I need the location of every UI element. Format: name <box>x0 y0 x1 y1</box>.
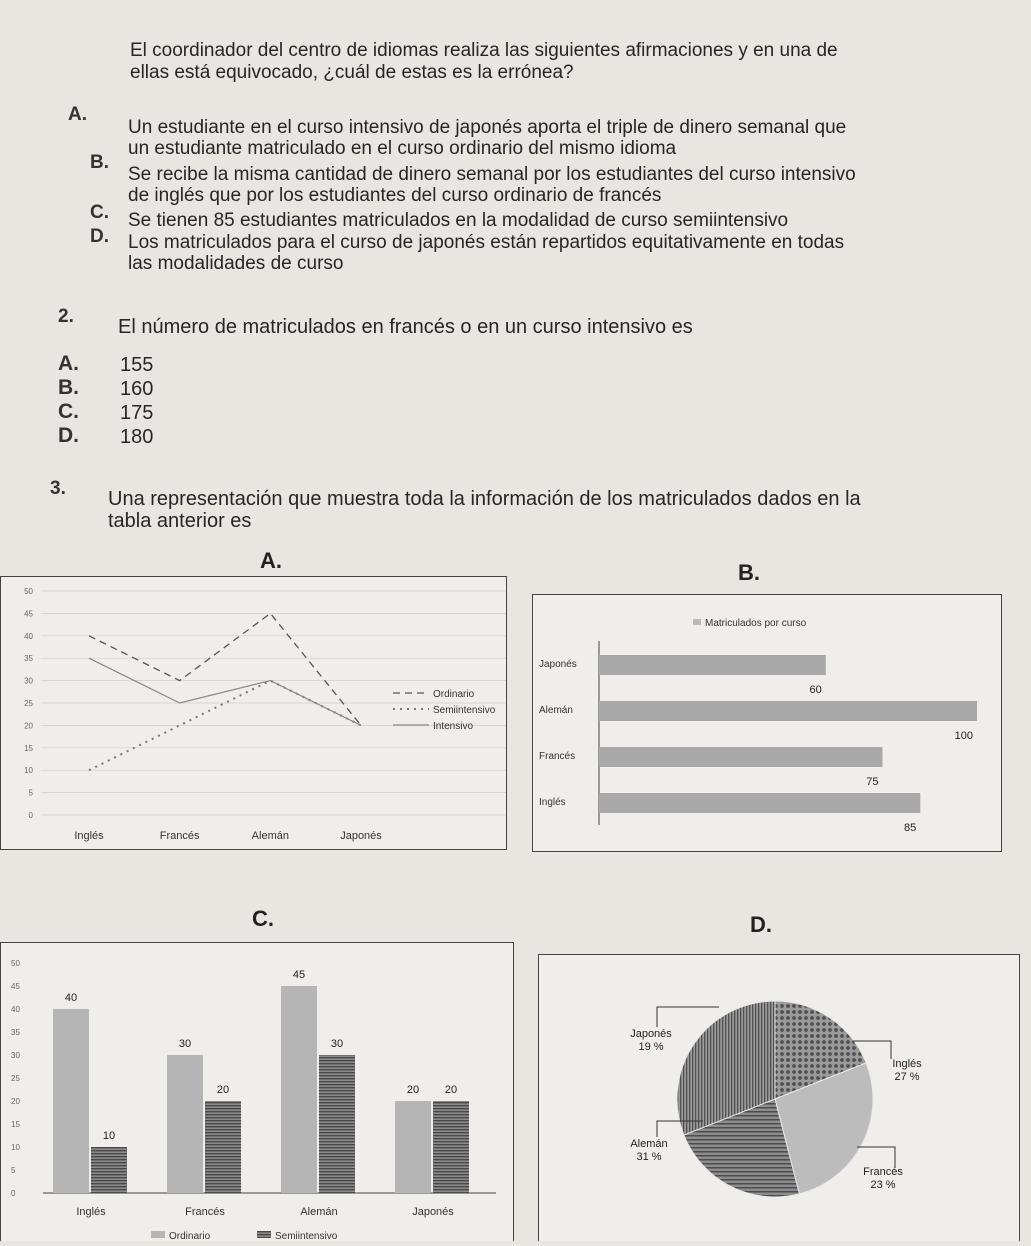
x-tick-label: Alemán <box>251 830 289 842</box>
option-line: Se recibe la misma cantidad de dinero semanal por los estudiantes del curso intensivo <box>128 164 856 185</box>
chart-b-box <box>532 594 1002 852</box>
y-tick-label: 35 <box>11 1028 20 1037</box>
x-tick-label: Francés <box>159 830 200 842</box>
q3-stem-line-1: Una representación que muestra toda la información de los matriculados dados en la <box>108 488 861 510</box>
bar-category-label: Francés <box>539 751 576 762</box>
legend-label: Semiintensivo <box>275 1231 338 1241</box>
option-value: 175 <box>120 402 154 424</box>
option-letter: D. <box>58 424 79 447</box>
chart-title: Matriculados por curso <box>705 618 807 629</box>
y-tick-label: 30 <box>11 1051 20 1060</box>
pie-slice-label: Japonés <box>630 1028 672 1040</box>
bar-value-label: 40 <box>64 992 78 1004</box>
q3-stem-line-2: tabla anterior es <box>108 510 252 532</box>
pie-slice-percent: 31 % <box>636 1151 662 1163</box>
y-tick-label: 10 <box>24 766 33 776</box>
y-tick-label: 45 <box>24 609 33 619</box>
bar <box>599 793 920 813</box>
legend-swatch <box>257 1231 271 1238</box>
bar-value-label: 75 <box>866 776 879 788</box>
q2-number: 2. <box>58 306 74 327</box>
option-letter: B. <box>90 152 109 173</box>
y-tick-label: 30 <box>24 676 33 686</box>
chart-d-box <box>538 954 1020 1241</box>
y-tick-label: 45 <box>11 982 20 991</box>
pie-slice-label: Francés <box>863 1166 903 1178</box>
option-text <box>128 117 988 159</box>
pie-slice-percent: 27 % <box>894 1071 920 1083</box>
bar <box>599 747 883 767</box>
chart-a-box <box>0 576 507 850</box>
option-letter: C. <box>58 400 79 423</box>
leader-line <box>657 1007 719 1027</box>
option-line: las modalidades de curso <box>128 253 344 274</box>
bar-value-label: 100 <box>954 730 973 742</box>
q3-stem <box>108 488 1008 532</box>
bar-ordinario <box>167 1055 203 1193</box>
bar-value-label: 30 <box>178 1038 192 1050</box>
x-tick-label: Alemán <box>300 1206 338 1218</box>
x-tick-label: Inglés <box>76 1206 106 1218</box>
chart-b-bar-chart <box>533 595 1001 851</box>
panel-a-label[interactable]: A. <box>260 548 282 573</box>
panel-c-label[interactable]: C. <box>252 906 274 931</box>
bar <box>599 655 826 675</box>
q1-stem-line-1: El coordinador del centro de idiomas realiza las siguientes afirmaciones y en una de <box>130 40 838 61</box>
y-tick-label: 20 <box>11 1097 20 1106</box>
y-tick-label: 5 <box>11 1166 16 1175</box>
bar-value-label: 45 <box>292 969 306 981</box>
option-letter: B. <box>58 376 79 399</box>
y-tick-label: 0 <box>28 811 33 820</box>
pie-slice-percent: 23 % <box>870 1179 896 1191</box>
option-text <box>128 164 988 206</box>
legend-label: Intensivo <box>433 721 474 732</box>
series-line-ordinario <box>89 613 361 725</box>
y-tick-label: 15 <box>11 1120 20 1129</box>
leader-line <box>857 1147 895 1167</box>
series-line-intensivo <box>89 658 361 725</box>
chart-c-box <box>0 942 514 1241</box>
option-line: Los matriculados para el curso de japonés están repartidos equitativamente en todas <box>128 232 845 253</box>
bar-value-label: 20 <box>406 1084 420 1096</box>
chart-c-bar-chart <box>1 943 513 1241</box>
option-line: un estudiante matriculado en el curso ordinario del mismo idioma <box>128 138 677 159</box>
option-letter: A. <box>58 352 79 375</box>
option-letter: A. <box>68 104 87 125</box>
y-tick-label: 50 <box>11 959 20 968</box>
x-tick-label: Japonés <box>412 1206 454 1218</box>
bar-category-label: Japonés <box>539 659 577 670</box>
bar <box>599 701 977 721</box>
pie-slice-label: Inglés <box>892 1058 922 1070</box>
bar-semiintensivo <box>205 1101 241 1193</box>
bar-value-label: 20 <box>444 1084 458 1096</box>
bar-category-label: Alemán <box>539 705 573 716</box>
pie-slice-percent: 19 % <box>638 1041 664 1053</box>
legend-label: Semiintensivo <box>433 705 496 716</box>
y-tick-label: 25 <box>11 1074 20 1083</box>
legend-label: Ordinario <box>169 1231 211 1241</box>
y-tick-label: 25 <box>24 699 33 708</box>
bar-ordinario <box>281 986 317 1193</box>
y-tick-label: 20 <box>24 721 33 731</box>
q2-stem: El número de matriculados en francés o en un curso intensivo es <box>118 316 693 338</box>
option-value: 180 <box>120 426 154 448</box>
y-tick-label: 35 <box>24 654 33 664</box>
option-letter: C. <box>90 202 109 223</box>
bar-value-label: 30 <box>330 1038 344 1050</box>
q1-stem <box>130 40 1010 84</box>
legend-label: Ordinario <box>433 689 475 700</box>
y-tick-label: 40 <box>11 1005 20 1014</box>
q3-number: 3. <box>50 478 66 499</box>
option-text <box>128 232 988 274</box>
q1-stem-line-2: ellas está equivocado, ¿cuál de estas es la errónea? <box>130 62 574 83</box>
option-value: 160 <box>120 378 154 400</box>
bar-value-label: 60 <box>809 684 822 696</box>
legend-swatch <box>693 619 701 625</box>
bar-ordinario <box>395 1101 431 1193</box>
bar-value-label: 85 <box>904 822 917 834</box>
x-tick-label: Francés <box>185 1206 225 1218</box>
bar-semiintensivo <box>433 1101 469 1193</box>
x-tick-label: Inglés <box>74 830 104 842</box>
bar-ordinario <box>53 1009 89 1193</box>
y-tick-label: 5 <box>28 788 33 798</box>
legend-swatch <box>151 1231 165 1238</box>
bar-value-label: 10 <box>102 1130 116 1142</box>
option-value: 155 <box>120 354 154 376</box>
option-line: Se tienen 85 estudiantes matriculados en la modalidad de curso semiintensivo <box>128 210 789 231</box>
bar-semiintensivo <box>319 1055 355 1193</box>
y-tick-label: 40 <box>24 631 33 641</box>
option-letter: D. <box>90 226 109 247</box>
bar-category-label: Inglés <box>539 797 566 808</box>
option-line: Un estudiante en el curso intensivo de japonés aporta el triple de dinero semanal que <box>128 117 847 138</box>
chart-d-pie-chart <box>539 955 1019 1241</box>
pie-slice-label: Alemán <box>630 1138 668 1150</box>
y-tick-label: 10 <box>11 1143 20 1152</box>
bar-value-label: 20 <box>216 1084 230 1096</box>
x-tick-label: Japonés <box>340 830 382 842</box>
panel-b-label[interactable]: B. <box>738 560 760 585</box>
y-tick-label: 50 <box>24 587 33 596</box>
option-line: de inglés que por los estudiantes del curso ordinario de francés <box>128 185 662 206</box>
chart-a-line-chart <box>1 577 506 849</box>
option-text <box>128 210 988 231</box>
y-tick-label: 15 <box>24 743 33 753</box>
y-tick-label: 0 <box>11 1189 16 1198</box>
panel-d-label[interactable]: D. <box>750 912 772 937</box>
bar-semiintensivo <box>91 1147 127 1193</box>
